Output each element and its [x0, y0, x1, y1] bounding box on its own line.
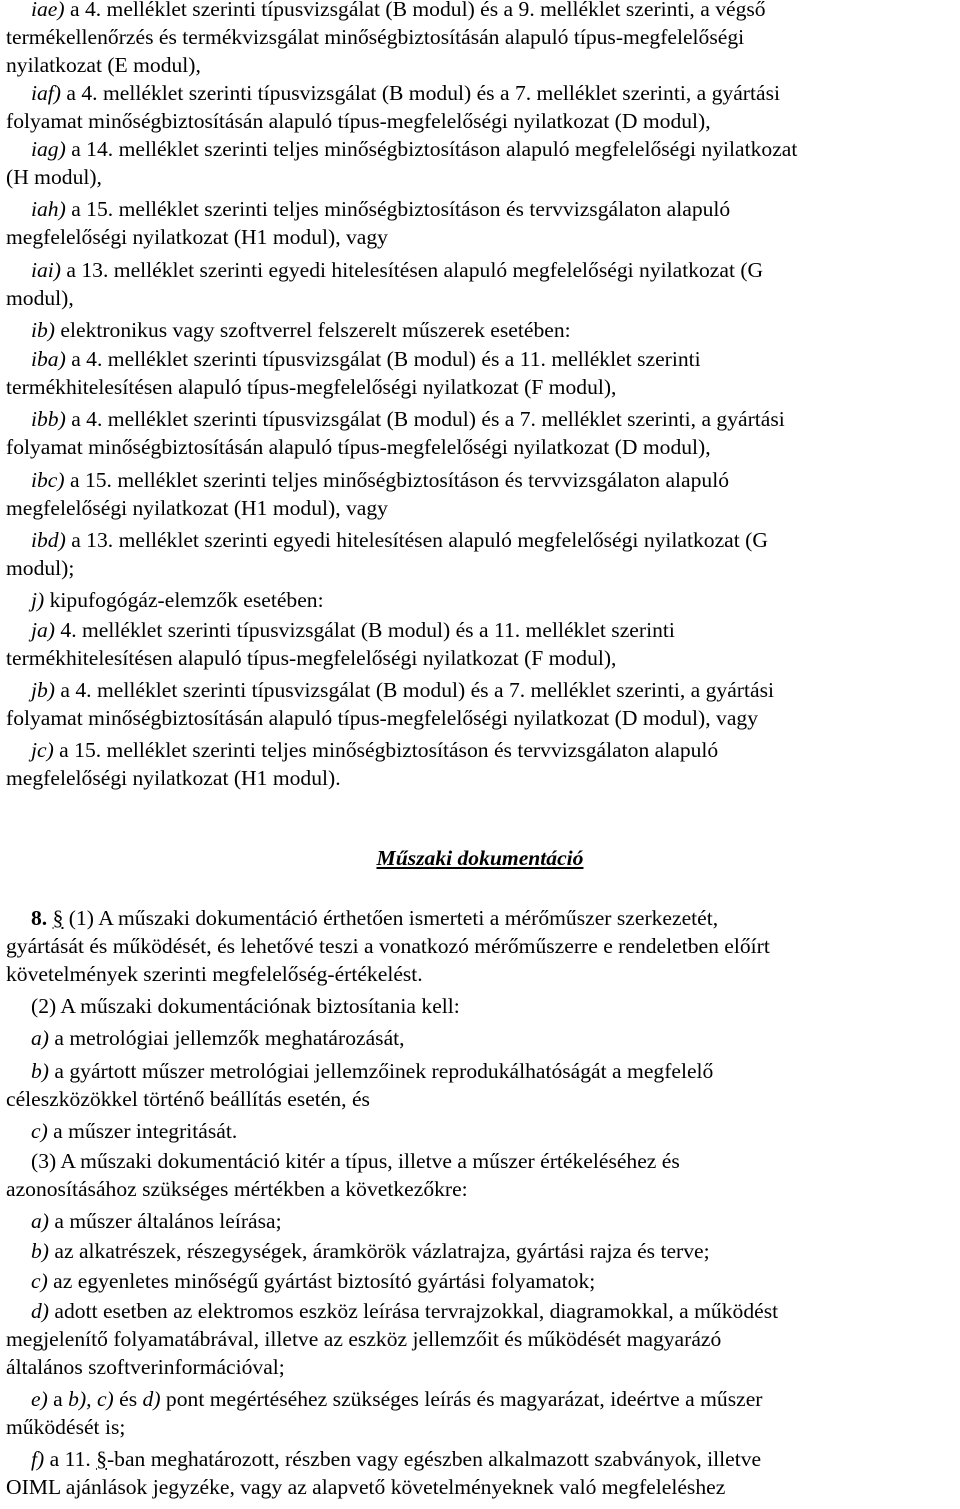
text-line: b) a gyártott műszer metrológiai jellemzőinek reprodukálhatóságát a megfelelő	[31, 1059, 714, 1083]
text-line: c) a műszer integritását.	[31, 1119, 238, 1143]
text-line: termékhitelesítésen alapuló típus-megfelelőségi nyilatkozat (F modul),	[6, 646, 617, 670]
text-line: j) kipufogógáz-elemzők esetében:	[31, 588, 324, 612]
text-line: a) a metrológiai jellemzők meghatározását,	[31, 1026, 405, 1050]
text-line: a) a műszer általános leírása;	[31, 1209, 282, 1233]
text-line: megfelelőségi nyilatkozat (H1 modul), vagy	[6, 225, 388, 249]
section-sign-link[interactable]: §	[96, 1447, 107, 1471]
text-line: megjelenítő folyamatábrával, illetve az eszköz jellemzőit és működését magyarázó	[6, 1327, 722, 1351]
text-line: iah) a 15. melléklet szerinti teljes minőségbiztosításon és tervvizsgálaton alapuló	[31, 197, 731, 221]
text-line: (3) A műszaki dokumentáció kitér a típus, illetve a műszer értékeléséhez és	[31, 1149, 680, 1173]
text-line: termékellenőrzés és termékvizsgálat minőségbiztosításán alapuló típus-megfelelőségi	[6, 25, 745, 49]
text-line: c) az egyenletes minőségű gyártást biztosító gyártási folyamatok;	[31, 1269, 596, 1293]
text-line: (H modul),	[6, 165, 102, 189]
text-line: iae) a 4. melléklet szerinti típusvizsgálat (B modul) és a 9. melléklet szerinti, a végső	[31, 0, 766, 21]
text-line: ibc) a 15. melléklet szerinti teljes minőségbiztosításon és tervvizsgálaton alapuló	[31, 468, 730, 492]
text-line: iag) a 14. melléklet szerinti teljes minőségbiztosításon alapuló megfelelőségi nyilatkozat	[31, 137, 798, 161]
section-heading: Műszaki dokumentáció	[376, 846, 584, 870]
text-line: jc) a 15. melléklet szerinti teljes minőségbiztosításon és tervvizsgálaton alapuló	[31, 738, 719, 762]
text-line: azonosításához szükséges mértékben a következőkre:	[6, 1177, 468, 1201]
section-sign-link[interactable]: §	[52, 906, 64, 930]
text-line: követelmények szerinti megfelelőség-értékelést.	[6, 962, 423, 986]
text-line: e) a b), c) és d) pont megértéséhez szükséges leírás és magyarázat, ideértve a műszer	[31, 1387, 763, 1411]
section-line: 8. § (1) A műszaki dokumentáció érthetően ismerteti a mérőműszer szerkezetét,	[31, 906, 719, 930]
text-line: nyilatkozat (E modul),	[6, 53, 201, 77]
text-line: gyártását és működését, és lehetővé teszi a vonatkozó mérőműszerre e rendeletben előírt	[6, 934, 770, 958]
text-line: céleszközökkel történő beállítás esetén, és	[6, 1087, 370, 1111]
text-line: b) az alkatrészek, részegységek, áramkörök vázlatrajza, gyártási rajza és terve;	[31, 1239, 710, 1263]
text-line: iba) a 4. melléklet szerinti típusvizsgálat (B modul) és a 11. melléklet szerinti	[31, 347, 701, 371]
text-line: ja) 4. melléklet szerinti típusvizsgálat (B modul) és a 11. melléklet szerinti	[31, 618, 675, 642]
text-line: folyamat minőségbiztosításán alapuló típus-megfelelőségi nyilatkozat (D modul),	[6, 109, 711, 133]
text-line: megfelelőségi nyilatkozat (H1 modul), vagy	[6, 496, 388, 520]
text-line: megfelelőségi nyilatkozat (H1 modul).	[6, 766, 341, 790]
text-line: folyamat minőségbiztosításán alapuló típus-megfelelőségi nyilatkozat (D modul),	[6, 435, 711, 459]
text-line: modul),	[6, 286, 74, 310]
text-line: modul);	[6, 556, 75, 580]
text-line: ibb) a 4. melléklet szerinti típusvizsgálat (B modul) és a 7. melléklet szerinti, a gyártási	[31, 407, 785, 431]
text-line: működését is;	[6, 1415, 126, 1439]
text-line: általános szoftverinformációval;	[6, 1355, 285, 1379]
text-line: d) adott esetben az elektromos eszköz leírása tervrajzokkal, diagramokkal, a működést	[31, 1299, 779, 1323]
text-line: folyamat minőségbiztosításán alapuló típus-megfelelőségi nyilatkozat (D modul), vagy	[6, 706, 758, 730]
text-line: termékhitelesítésen alapuló típus-megfelelőségi nyilatkozat (F modul),	[6, 375, 617, 399]
text-line: OIML ajánlások jegyzéke, vagy az alapvető követelményeknek való megfeleléshez	[6, 1475, 726, 1499]
text-line: jb) a 4. melléklet szerinti típusvizsgálat (B modul) és a 7. melléklet szerinti, a gyártási	[31, 678, 774, 702]
text-line: (2) A műszaki dokumentációnak biztosítania kell:	[31, 994, 460, 1018]
text-line: iai) a 13. melléklet szerinti egyedi hitelesítésen alapuló megfelelőségi nyilatkozat (G	[31, 258, 764, 282]
text-line: iaf) a 4. melléklet szerinti típusvizsgálat (B modul) és a 7. melléklet szerinti, a gyártási	[31, 81, 780, 105]
text-line: f) a 11. §-ban meghatározott, részben vagy egészben alkalmazott szabványok, illetve	[31, 1447, 762, 1471]
text-line: ibd) a 13. melléklet szerinti egyedi hitelesítésen alapuló megfelelőségi nyilatkozat (G	[31, 528, 768, 552]
text-line: ib) elektronikus vagy szoftverrel felszerelt műszerek esetében:	[31, 318, 571, 342]
